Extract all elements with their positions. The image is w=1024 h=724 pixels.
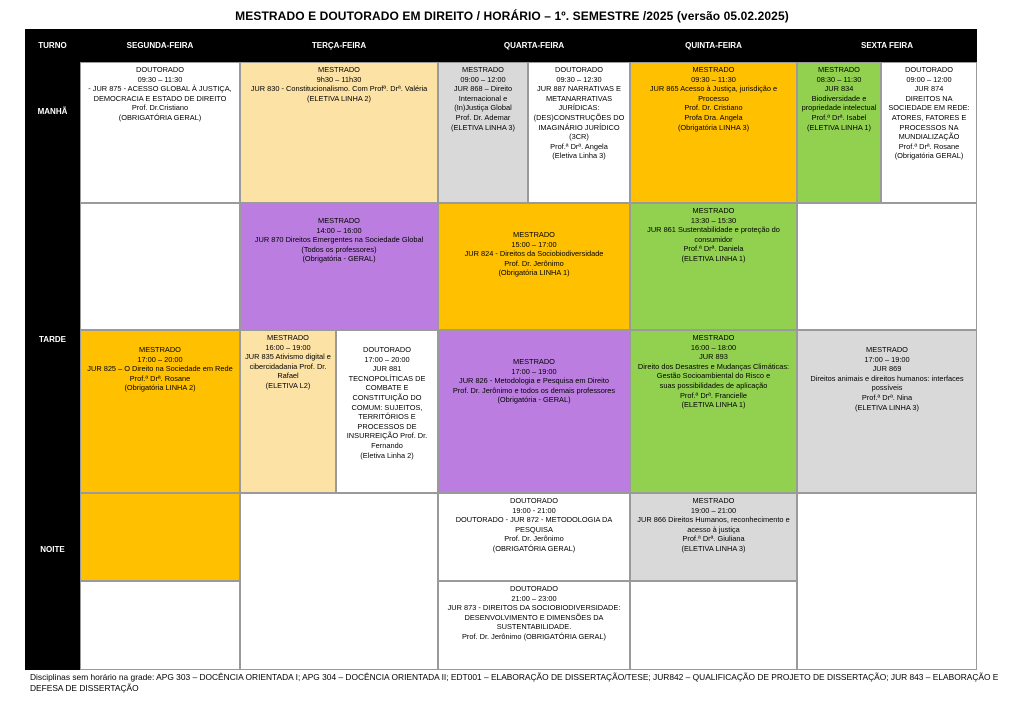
cell-line: JUR 834 [824, 84, 854, 94]
cell-line: JUR 830 - Constitucionalismo. Com Profª. Drª. Valéria [250, 84, 428, 94]
cell-line: Prof. Dr. Jerônimo e todos os demais professores [452, 385, 616, 395]
cell-line: Prof.ª Drª. Francielle [679, 390, 748, 400]
class-cell [797, 62, 881, 203]
cell-line: (OBRIGATÓRIA GERAL) [492, 543, 576, 553]
cell-line: Profa Dra. Angela [684, 112, 743, 122]
class-cell [438, 330, 630, 493]
header-quarta: QUARTA-FEIRA [438, 29, 630, 62]
cell-line: (Obrigatória - GERAL) [497, 395, 571, 405]
cell-line: JUR 835 Ativismo digital e cibercidadania Prof. Dr. Rafael [245, 352, 331, 381]
cell-line: (Eletiva Linha 3) [552, 151, 606, 161]
class-cell [797, 330, 977, 493]
cell-line: Prof.ª Drª. Rosane [898, 141, 960, 151]
cell-line: JUR 826 - Metodologia e Pesquisa em Direito [459, 376, 609, 386]
cell-line: (ELETIVA LINHA 3) [451, 122, 515, 132]
cell-line: JUR 881 TECNOPOLÍTICAS DE COMBATE E CONSTITUIÇÃO DO COMUM: SUJEITOS, TERRITÓRIOS E PROCESSOS DE INSURREIÇÃO Prof. Dr. Fernando [346, 364, 428, 450]
cell-line: Prof. Dr. Jerônimo (OBRIGATÓRIA GERAL) [461, 631, 606, 641]
cell-line: (ELETIVA LINHA 1) [681, 253, 746, 263]
class-cell [80, 62, 240, 203]
page-title [0, 9, 1024, 23]
cell-line: DOUTORADO [905, 65, 953, 74]
header-terca: TERÇA-FEIRA [240, 29, 438, 62]
footer-note: Disciplinas sem horário na grade: APG 303 – DOCÊNCIA ORIENTADA I; APG 304 – DOCÊNCIA ORIENTADA II; EDT001 – ELABORAÇÃO DE DISSERTAÇÃO/TESE; JUR842 – QUALIFICAÇÃO DE PROJETO DE DISSERTAÇÃO; JUR 843 – ELABORAÇÃO E DEFESA DE DISSERTAÇÃO [30, 672, 999, 693]
cell-line: Direitos animais e direitos humanos: interfaces possíveis [810, 373, 964, 393]
class-cell [336, 330, 438, 493]
cell-line: JUR 893 [699, 352, 728, 362]
cell-line: - JUR 875 - ACESSO GLOBAL À JUSTIÇA, DEMOCRACIA E ESTADO DE DIREITO [88, 84, 232, 103]
cell-line: JUR 887 NARRATIVAS E METANARRATIVAS JURÍDICAS: (DES)CONSTRUÇÕES DO IMAGINÁRIO JURÍDICO (3CR) [533, 84, 625, 142]
cell-line: DOUTORADO [510, 496, 558, 505]
header-sexta: SEXTA FEIRA [797, 29, 977, 62]
class-cell [80, 330, 240, 493]
cell-line: (Obrigatória LINHA 3) [677, 122, 750, 132]
cell-line: JUR 865 Acesso à Justiça, jurisdição e Processo [649, 84, 778, 103]
empty-cell [797, 493, 977, 670]
cell-line: MESTRADO [318, 216, 360, 225]
cell-line: MESTRADO [267, 333, 309, 342]
cell-line: MESTRADO [866, 345, 908, 354]
header-segunda: SEGUNDA-FEIRA [80, 29, 240, 62]
class-cell [240, 203, 438, 330]
cell-line: DOUTORADO [136, 65, 184, 74]
cell-line: (ELETIVA LINHA 1) [681, 400, 746, 410]
cell-line: Prof.ª Drª. Angela [550, 141, 608, 151]
class-cell [240, 62, 438, 203]
cell-line: Prof. Dr. Jerônimo [504, 534, 564, 544]
cell-line: 19:00 - 21:00 [512, 505, 556, 515]
schedule-grid [25, 29, 977, 670]
cell-line: MESTRADO [318, 65, 360, 74]
cell-line: JUR 873 - DIREITOS DA SOCIOBIODIVERSIDADE: DESENVOLVIMENTO E DIMENSÕES DA SUSTENTABILIDADE. [447, 603, 621, 632]
cell-line: MESTRADO [818, 65, 860, 74]
cell-line: ATORES, FATORES E PROCESSOS NA MUNDIALIZAÇÃO [891, 112, 967, 142]
cell-line: (Obrigatória LINHA 1) [498, 268, 570, 278]
cell-line: MESTRADO [513, 357, 555, 366]
cell-line: DOUTORADO [555, 65, 603, 74]
cell-line: JUR 868 – Direito Internacional e (In)Justiça Global [453, 84, 513, 113]
class-cell [630, 203, 797, 330]
class-cell [240, 330, 336, 493]
cell-line: MESTRADO [692, 333, 735, 342]
cell-line: (Eletiva Linha 2) [360, 450, 414, 460]
class-cell [630, 330, 797, 493]
cell-line: (Obrigatória GERAL) [894, 151, 964, 161]
cell-line: Direito dos Desastres e Mudanças Climáticas: Gestão Socioambiental do Risco e [637, 361, 790, 381]
cell-line: 16:00 – 18:00 [690, 342, 737, 352]
cell-line: 15:00 – 17:00 [511, 239, 557, 249]
cell-line: DOUTORADO [510, 584, 558, 593]
empty-cell [80, 203, 240, 330]
class-cell [438, 62, 528, 203]
cell-line: (OBRIGATÓRIA GERAL) [118, 112, 202, 122]
shift-tarde: TARDE [39, 335, 66, 344]
cell-line: Prof.ª Drª. Nina [861, 392, 913, 402]
header-quinta: QUINTA-FEIRA [630, 29, 797, 62]
empty-cell [80, 493, 240, 581]
class-cell [881, 62, 977, 203]
cell-line: (ELETIVA LINHA 1) [807, 122, 871, 132]
cell-line: MESTRADO [692, 206, 735, 215]
turno-column [25, 62, 80, 670]
cell-line: suas possibilidades de aplicação [659, 380, 768, 390]
cell-line: MESTRADO [692, 496, 735, 505]
cell-line: 09:00 – 12:00 [460, 74, 506, 84]
cell-line: JUR 824 - Direitos da Sociobiodiversidade [464, 249, 604, 259]
shift-manha: MANHÃ [37, 107, 68, 116]
cell-line: Prof. Dr. Cristiano [684, 103, 743, 113]
cell-line: 19:00 – 21:00 [690, 505, 737, 515]
cell-line: 13:30 – 15:30 [690, 215, 737, 225]
empty-cell [80, 581, 240, 670]
cell-line: 09:00 – 12:00 [906, 74, 952, 84]
cell-line: 09:30 – 11:30 [137, 74, 183, 84]
class-cell [528, 62, 630, 203]
cell-line: Prof. Dr.Cristiano [131, 103, 189, 113]
cell-line: Biodiversidade e propriedade intelectual [801, 93, 877, 113]
shift-noite: NOITE [40, 545, 65, 554]
header-turno: TURNO [25, 29, 80, 62]
cell-line: (ELETIVA LINHA 3) [681, 543, 746, 553]
cell-line: DOUTORADO [363, 345, 411, 354]
cell-line: Prof.ª Drª. Daniela [683, 244, 744, 254]
cell-line: 09:30 – 11:30 [691, 74, 736, 84]
version-text: (versão 05.02.2025) [676, 9, 789, 23]
cell-line: (ELETIVA L2) [265, 380, 311, 390]
title-text: MESTRADO E DOUTORADO EM DIREITO / HORÁRIO – 1º. SEMESTRE /2025 [235, 9, 674, 23]
cell-line: JUR 866 Direitos Humanos, reconhecimento e acesso à justiça [637, 515, 790, 534]
cell-line: JUR 874 [914, 84, 944, 94]
cell-line: Prof.ª Drª. Giuliana [682, 534, 745, 544]
cell-line: MESTRADO [139, 345, 181, 354]
cell-line: (Todos os professores) [301, 244, 377, 254]
cell-line: 17:00 – 19:00 [511, 366, 557, 376]
cell-line: 17:00 – 20:00 [137, 354, 183, 364]
class-cell [438, 581, 630, 670]
cell-line: Prof.ª Drª. Rosane [129, 373, 191, 383]
cell-line: 09:30 – 12:30 [556, 74, 602, 84]
cell-line: JUR 870 Direitos Emergentes na Sociedade Global [254, 235, 424, 245]
cell-line: DIREITOS NA SOCIEDADE EM REDE: [888, 93, 970, 113]
class-cell [438, 203, 630, 330]
cell-line: JUR 825 – O Direito na Sociedade em Rede [87, 364, 233, 374]
class-cell [630, 62, 797, 203]
cell-line: 17:00 – 20:00 [364, 354, 410, 364]
cell-line: (ELETIVA LINHA 3) [855, 402, 919, 412]
cell-line: Prof.ª Drª. Isabel [811, 112, 867, 122]
cell-line: Prof. Dr. Jerônimo [504, 258, 564, 268]
cell-line: (Obrigatória - GERAL) [302, 254, 376, 264]
cell-line: 14:00 – 16:00 [316, 225, 362, 235]
empty-cell [797, 203, 977, 330]
cell-line: JUR 869 [872, 364, 902, 374]
cell-line: MESTRADO [692, 65, 735, 74]
cell-line: (ELETIVA LINHA 2) [307, 93, 371, 103]
cell-line: DOUTORADO - JUR 872 - METODOLOGIA DA PESQUISA [455, 515, 613, 534]
class-cell [630, 493, 797, 581]
cell-line: Prof. Dr. Ademar [455, 112, 511, 122]
cell-line: JUR 861 Sustentabilidade e proteção do consumidor [647, 225, 780, 244]
empty-cell [630, 581, 797, 670]
cell-line: 08:30 – 11:30 [816, 74, 862, 84]
cell-line: 9h30 – 11h30 [316, 74, 362, 84]
cell-line: (Obrigatória LINHA 2) [124, 383, 196, 393]
empty-cell [240, 493, 438, 670]
class-cell [438, 493, 630, 581]
cell-line: MESTRADO [462, 65, 504, 74]
cell-line: 21:00 – 23:00 [511, 593, 557, 603]
cell-line: MESTRADO [513, 230, 555, 239]
cell-line: 16:00 – 19:00 [265, 342, 311, 352]
cell-line: 17:00 – 19:00 [864, 354, 910, 364]
